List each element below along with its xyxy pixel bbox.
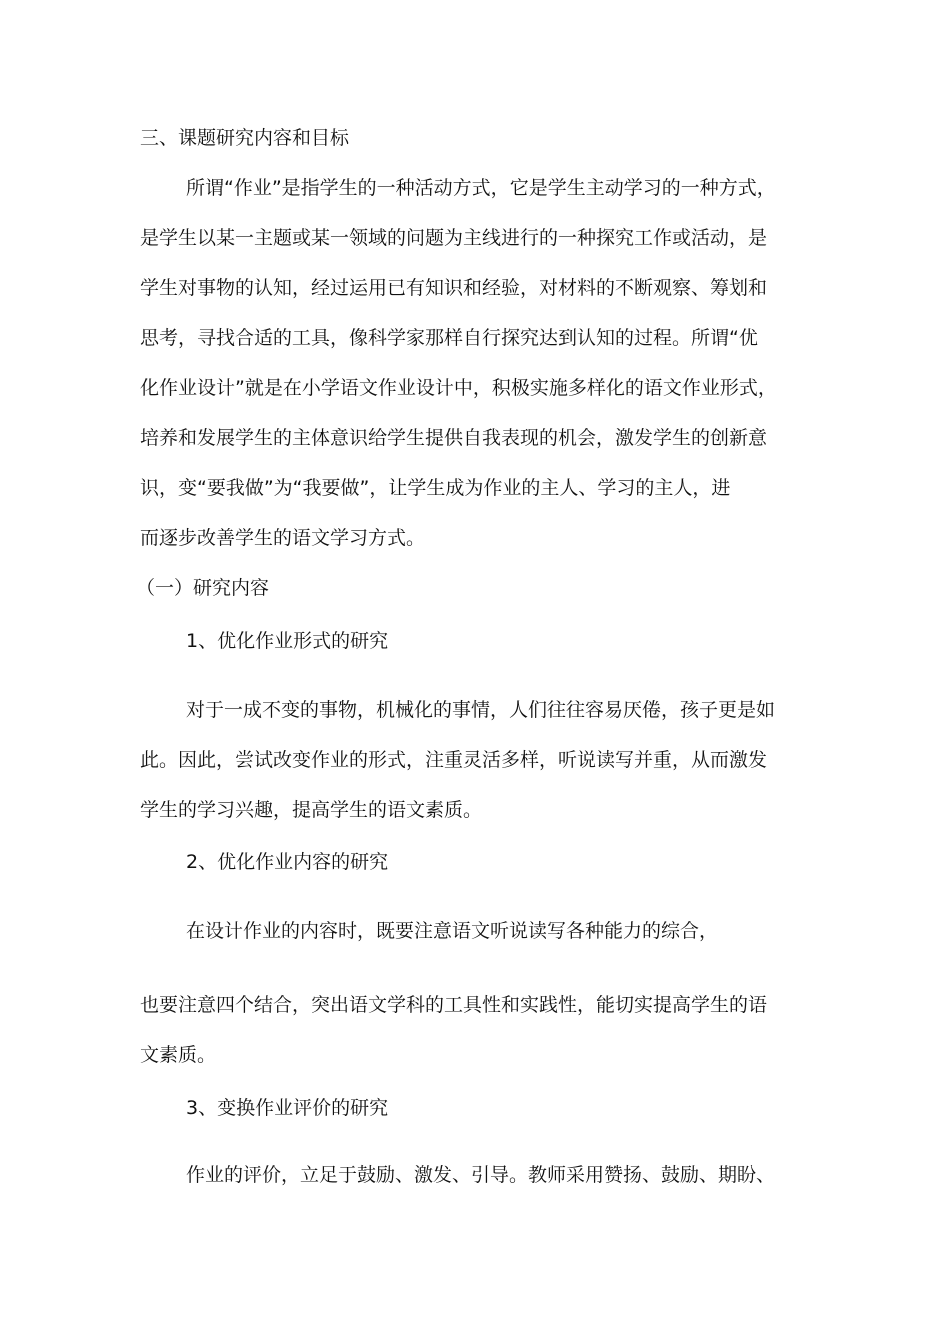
subsection-heading: （一）研究内容 <box>136 577 270 599</box>
item1-paragraph-line: 学生的学习兴趣，提高学生的语文素质。 <box>140 799 483 821</box>
item2-paragraph-line: 文素质。 <box>140 1044 217 1066</box>
item1-heading: 1、优化作业形式的研究 <box>186 630 389 652</box>
section-heading: 三、课题研究内容和目标 <box>140 127 350 149</box>
item2-paragraph-line: 在设计作业的内容时，既要注意语文听说读写各种能力的综合， <box>186 920 719 942</box>
item3-heading: 3、变换作业评价的研究 <box>186 1097 389 1119</box>
intro-paragraph-line: 而逐步改善学生的语文学习方式。 <box>140 527 426 549</box>
intro-paragraph-line: 识，变“要我做”为“我要做”，让学生成为作业的主人、学习的主人，进 <box>140 477 731 499</box>
intro-paragraph-line: 是学生以某一主题或某一领域的问题为主线进行的一种探究工作或活动，是 <box>140 227 768 249</box>
item2-heading: 2、优化作业内容的研究 <box>186 851 389 873</box>
intro-paragraph-line: 所谓“作业”是指学生的一种活动方式，它是学生主动学习的一种方式， <box>186 177 776 199</box>
item2-paragraph-line: 也要注意四个结合，突出语文学科的工具性和实践性，能切实提高学生的语 <box>140 994 768 1016</box>
item1-paragraph-line: 此。因此，尝试改变作业的形式，注重灵活多样，听说读写并重，从而激发 <box>140 749 768 771</box>
item3-paragraph-line: 作业的评价，立足于鼓励、激发、引导。教师采用赞扬、鼓励、期盼、 <box>186 1164 776 1186</box>
intro-paragraph-line: 思考，寻找合适的工具，像科学家那样自行探究达到认知的过程。所谓“优 <box>140 327 758 349</box>
item1-paragraph-line: 对于一成不变的事物，机械化的事情，人们往往容易厌倦，孩子更是如 <box>186 699 776 721</box>
intro-paragraph-line: 培养和发展学生的主体意识给学生提供自我表现的机会，激发学生的创新意 <box>140 427 768 449</box>
intro-paragraph-line: 学生对事物的认知，经过运用已有知识和经验，对材料的不断观察、筹划和 <box>140 277 768 299</box>
intro-paragraph-line: 化作业设计”就是在小学语文作业设计中，积极实施多样化的语文作业形式， <box>140 377 777 399</box>
